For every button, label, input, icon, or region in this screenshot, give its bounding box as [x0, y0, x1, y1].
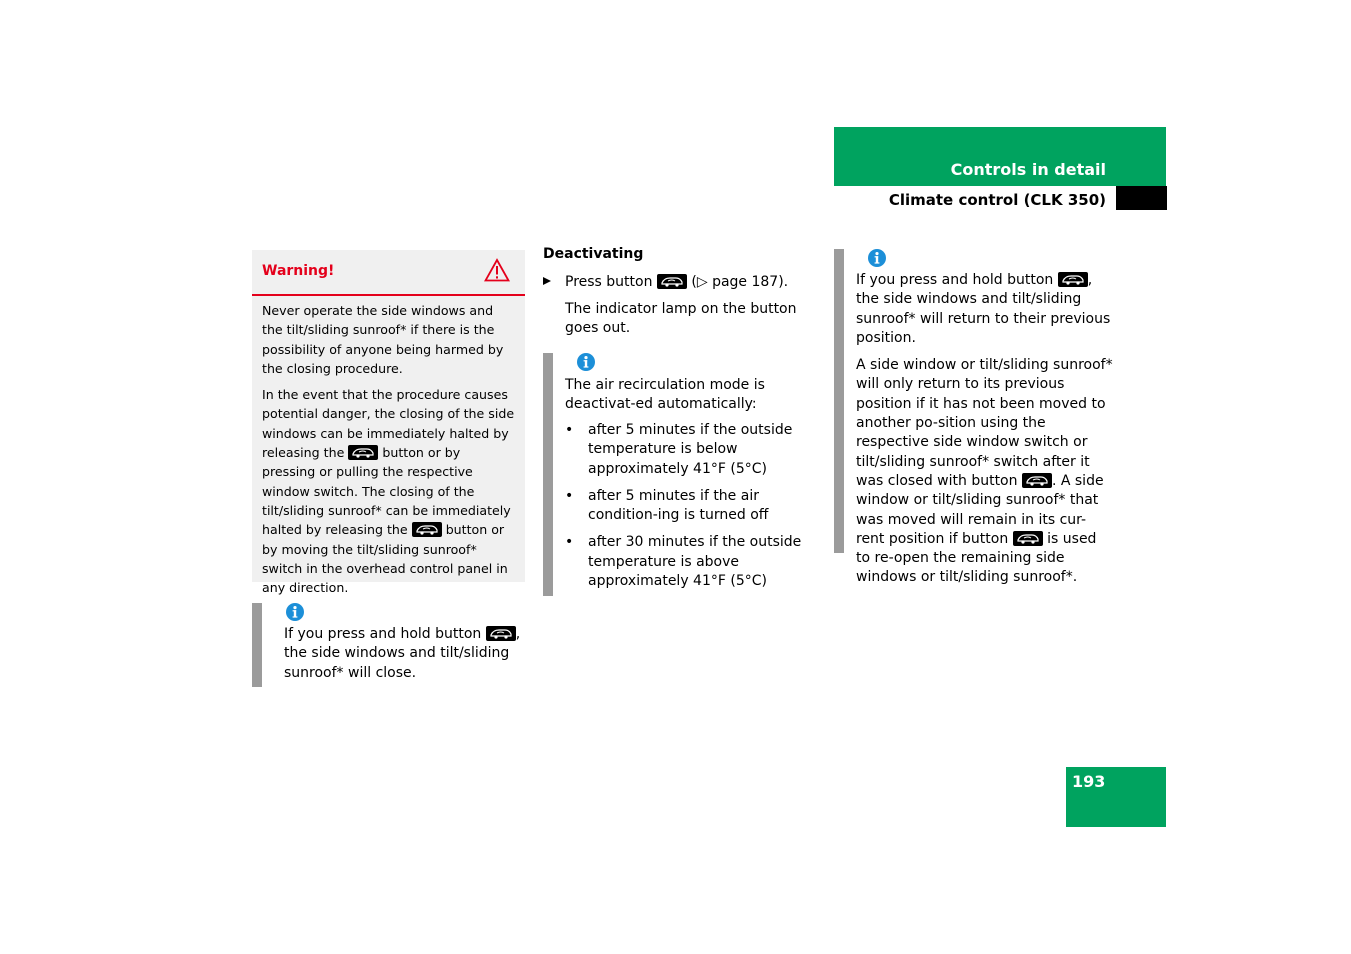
warning-header	[252, 250, 525, 296]
warning-box	[252, 250, 525, 596]
info-paragraph	[856, 356, 1114, 588]
info-text-part: If you press and hold button	[856, 272, 1054, 288]
warning-body	[252, 296, 525, 597]
page-reference: (▷ page 187).	[691, 274, 789, 290]
air-recirculation-icon	[1058, 272, 1088, 287]
warning-text: button or by moving the tilt/sliding sunroof* switch in the overhead control panel in any direction.	[262, 522, 508, 596]
info-icon	[868, 249, 886, 267]
condition-list	[565, 421, 830, 599]
step-arrow-icon	[543, 277, 551, 285]
page-number: 193	[1072, 772, 1106, 791]
subsection-title: Climate control (CLK 350)	[888, 191, 1106, 209]
subsection-marker	[1116, 186, 1167, 210]
step-text: Press button	[565, 274, 653, 290]
warning-text: button or by pressing or pulling the respective window switch. The closing of the tilt/sliding sunroof* can be immediately halted by releasing the	[262, 445, 511, 538]
air-recirculation-icon	[657, 274, 687, 289]
air-recirculation-icon	[348, 445, 378, 460]
info-text-part: A side window or tilt/sliding sunroof* will only return to its previous position if it has not been moved to another po-sition using the respective side window switch or tilt/sliding sunroof* switch after it was closed with button	[856, 357, 1113, 489]
warning-paragraph	[262, 385, 515, 597]
info-note	[834, 249, 1124, 586]
info-text	[284, 625, 534, 683]
info-text: The air recirculation mode is deactivat-ed automatically:	[565, 377, 765, 413]
instruction-step	[543, 273, 788, 292]
info-text	[856, 271, 1114, 588]
step-result: The indicator lamp on the button goes out.	[565, 301, 797, 337]
info-paragraph	[856, 271, 1114, 348]
warning-paragraph: Never operate the side windows and the tilt/sliding sunroof* if there is the possibility of anyone being harmed by the closing procedure.	[262, 303, 504, 376]
info-text-part: If you press and hold button	[284, 626, 482, 642]
air-recirculation-icon	[486, 626, 516, 641]
warning-triangle-icon	[484, 258, 510, 282]
info-text-part: , the side windows and tilt/sliding sunroof* will close.	[284, 626, 521, 681]
list-item: • after 5 minutes if the outside temperature is below approximately 41°F (5°C)	[565, 421, 830, 479]
list-item: • after 30 minutes if the outside temperature is above approximately 41°F (5°C)	[565, 533, 830, 591]
info-icon	[577, 353, 595, 371]
air-recirculation-icon	[1022, 473, 1052, 488]
info-text-part: , the side windows and tilt/sliding sunroof* will return to their previous position.	[856, 272, 1111, 346]
info-note	[543, 353, 838, 596]
info-icon	[286, 603, 304, 621]
air-recirculation-icon	[412, 522, 442, 537]
info-note	[252, 603, 532, 687]
section-title: Controls in detail	[950, 160, 1106, 179]
air-recirculation-icon	[1013, 531, 1043, 546]
info-text-part: is used to re-open the remaining side windows or tilt/sliding sunroof*.	[856, 530, 1097, 586]
warning-text: In the event that the procedure causes potential danger, the closing of the side windows can be immediately halted by releasing the	[262, 387, 515, 461]
section-heading: Deactivating	[543, 246, 644, 262]
list-item: • after 5 minutes if the air condition-ing is turned off	[565, 487, 830, 526]
warning-title: Warning!	[262, 263, 335, 279]
info-text-part: . A side window or tilt/sliding sunroof* that was moved will remain in its cur-rent position if button	[856, 472, 1104, 547]
